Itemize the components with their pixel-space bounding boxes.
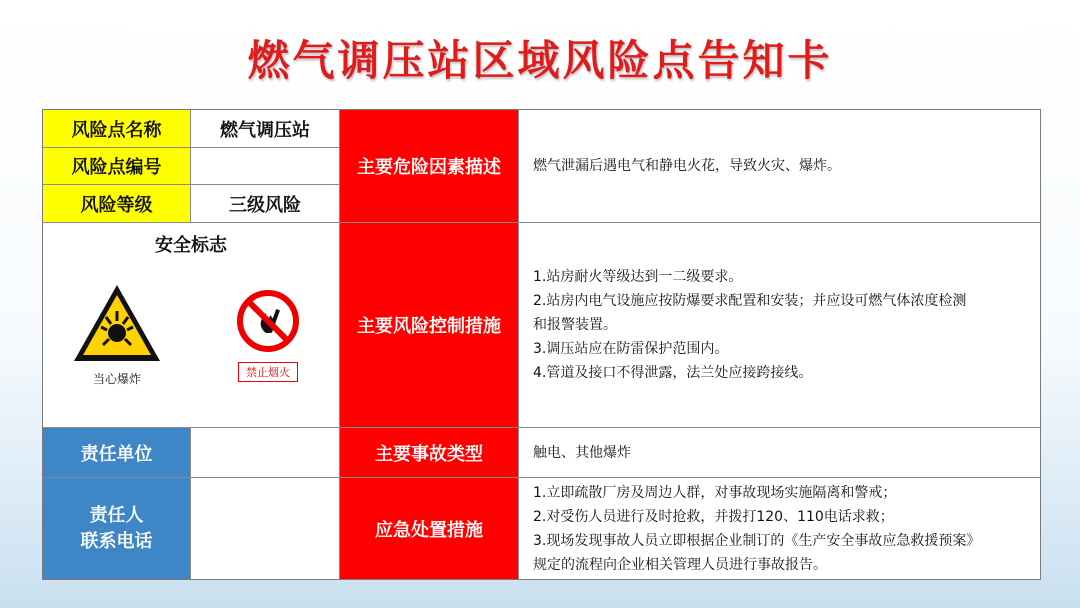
control-item: 2.站房内电气设施应按防爆要求配置和安装；并应设可燃气体浓度检测	[533, 293, 967, 309]
page-title: 燃气调压站区域风险点告知卡	[247, 36, 833, 85]
responsible-person-label-line2: 联系电话	[80, 530, 153, 552]
emergency-list	[519, 478, 1040, 579]
control-label: 主要风险控制措施	[340, 223, 519, 428]
accident-type-label: 主要事故类型	[340, 428, 519, 478]
responsible-person-value	[191, 478, 340, 579]
risk-name-label: 风险点名称	[43, 110, 191, 148]
responsible-person-label-line1: 责任人	[89, 504, 144, 526]
control-item: 4.管道及接口不得泄露，法兰处应接跨接线。	[533, 365, 813, 381]
emergency-label: 应急处置措施	[340, 478, 519, 579]
emergency-item: 1.立即疏散厂房及周边人群，对事故现场实施隔离和警戒；	[533, 484, 897, 501]
emergency-item: 规定的流程向企业相关管理人员进行事故报告。	[533, 556, 827, 573]
safety-signs-panel	[43, 223, 340, 428]
sign-no-fire	[233, 289, 303, 382]
risk-code-label: 风险点编号	[43, 148, 191, 185]
risk-card	[42, 109, 1041, 580]
sign-explosion-label: 当心爆炸	[92, 372, 141, 386]
responsible-unit-value	[191, 428, 340, 478]
emergency-item: 2.对受伤人员进行及时抢救，并拨打120、110电话求救；	[533, 508, 894, 525]
safety-signs-title: 安全标志	[155, 235, 227, 256]
sign-explosion	[71, 281, 163, 387]
responsible-person-label	[43, 478, 191, 579]
risk-level-label: 风险等级	[43, 185, 191, 223]
sign-no-fire-label: 禁止烟火	[238, 362, 298, 382]
risk-code-value	[191, 148, 340, 185]
risk-level-value: 三级风险	[191, 185, 340, 223]
hazard-text: 燃气泄漏后遇电气和静电火花，导致火灾、爆炸。	[519, 110, 1040, 223]
control-item: 和报警装置。	[533, 317, 617, 333]
responsible-unit-label: 责任单位	[43, 428, 191, 478]
control-list	[519, 223, 1040, 428]
no-fire-icon	[236, 289, 300, 353]
explosion-warning-icon	[71, 281, 163, 365]
control-item: 3.调压站应在防雷保护范围内。	[533, 341, 729, 357]
hazard-label: 主要危险因素描述	[340, 110, 519, 223]
risk-name-value: 燃气调压站	[191, 110, 340, 148]
accident-type-text: 触电、其他爆炸	[519, 428, 1040, 478]
emergency-item: 3.现场发现事故人员立即根据企业制订的《生产安全事故应急救援预案》	[533, 532, 981, 549]
control-item: 1.站房耐火等级达到一二级要求。	[533, 269, 743, 285]
